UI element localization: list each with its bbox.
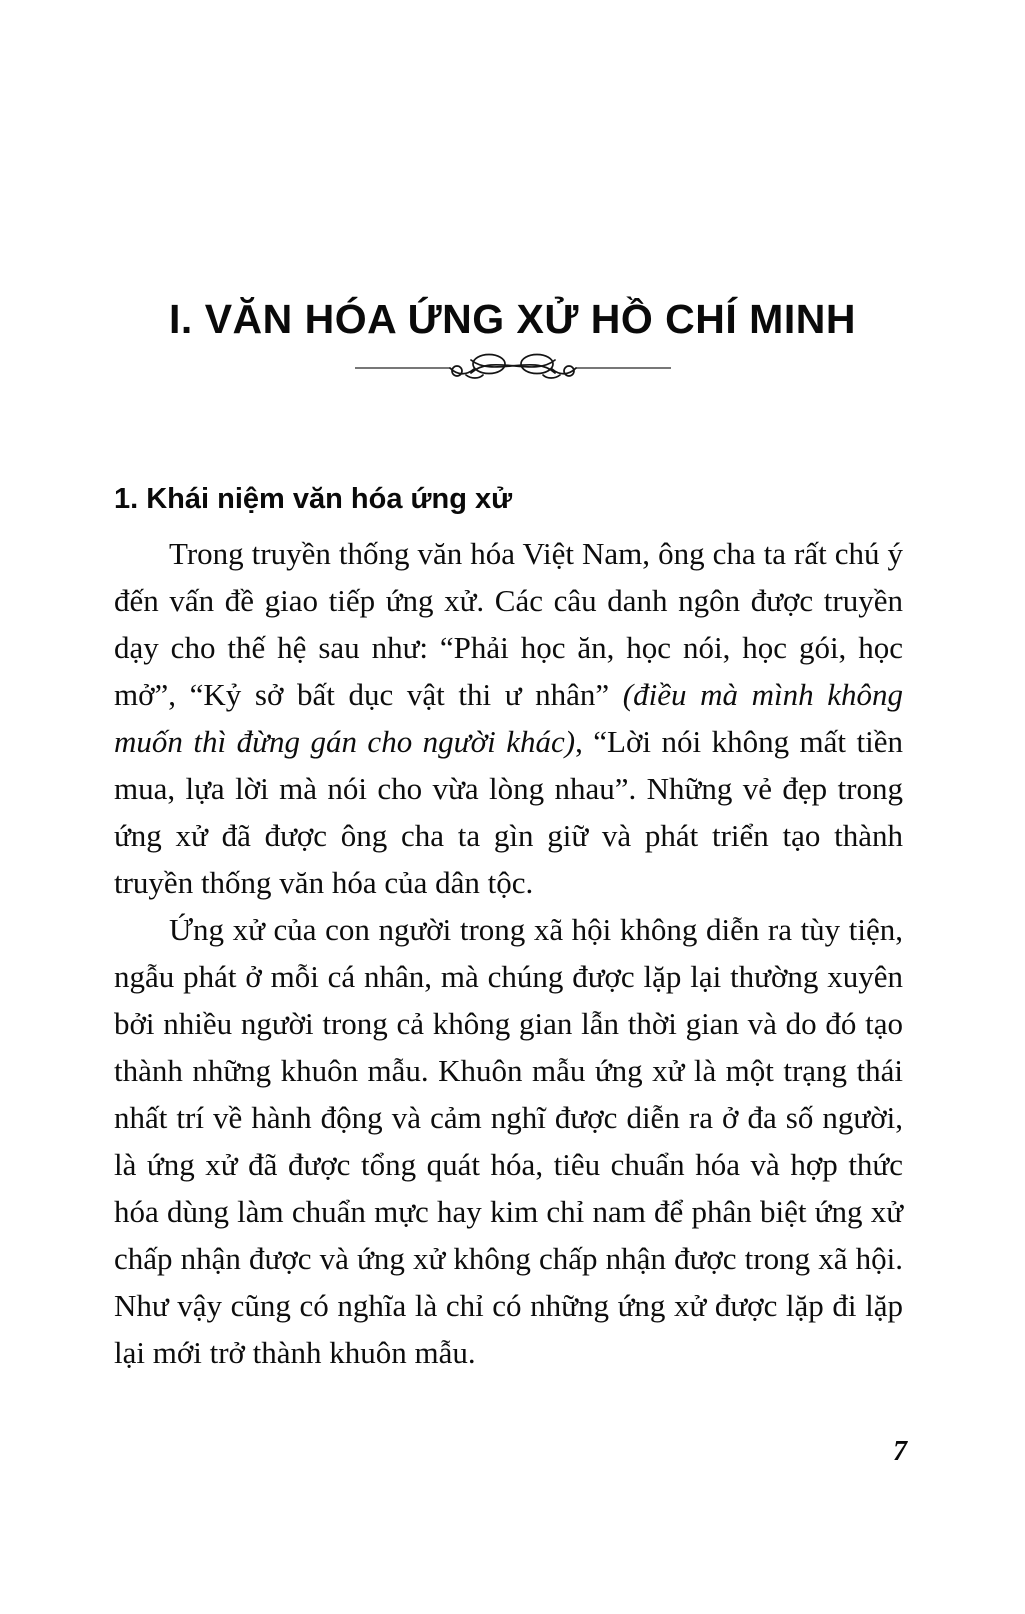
- section-heading: 1. Khái niệm văn hóa ứng xử: [114, 483, 513, 516]
- flourish-divider-icon: [353, 351, 673, 385]
- text-segment: , “Lời nói không mất tiền mua, lựa lời mà nói cho vừa lòng nhau”. Những vẻ đẹp trong ứng xử đã được ông cha ta gìn giữ và phát triển tạo thành truyền thống văn hóa của dân tộc.: [114, 723, 903, 900]
- text-segment: Ứng xử của con người trong xã hội không diễn ra tùy tiện, ngẫu phát ở mỗi cá nhân, mà chúng được lặp lại thường xuyên bởi nhiều người trong cả không gian lẫn thời gian và do đó tạo thành những khuôn mẫu. Khuôn mẫu ứng xử là một trạng thái nhất trí về hành động và cảm nghĩ được diễn ra ở đa số người, là ứng xử đã được tổng quát hóa, tiêu chuẩn hóa và hợp thức hóa dùng làm chuẩn mực hay kim chỉ nam để phân biệt ứng xử chấp nhận được và ứng xử không chấp nhận được trong xã hội. Như vậy cũng có nghĩa là chỉ có những ứng xử được lặp đi lặp lại mới trở thành khuôn mẫu.: [114, 911, 903, 1370]
- paragraph: [114, 530, 903, 906]
- text-segment: Trong truyền thống văn hóa Việt Nam, ông cha ta rất chú ý đến vấn đề giao tiếp ứng xử. Các câu danh ngôn được truyền dạy cho thế hệ sau như: “Phải học ăn, học nói, học gói, học mở”, “Kỷ sở bất dục vật thi ư nhân”: [114, 535, 903, 712]
- chapter-title: I. VĂN HÓA ỨNG XỬ HỒ CHÍ MINH: [169, 296, 856, 342]
- italic-text-segment: (điều mà mình không muốn thì đừng gán cho người khác): [114, 676, 903, 759]
- paragraph: [114, 906, 903, 1376]
- body-text: [114, 530, 903, 1376]
- page-number: 7: [893, 1436, 907, 1467]
- ornament-divider: [0, 351, 1025, 385]
